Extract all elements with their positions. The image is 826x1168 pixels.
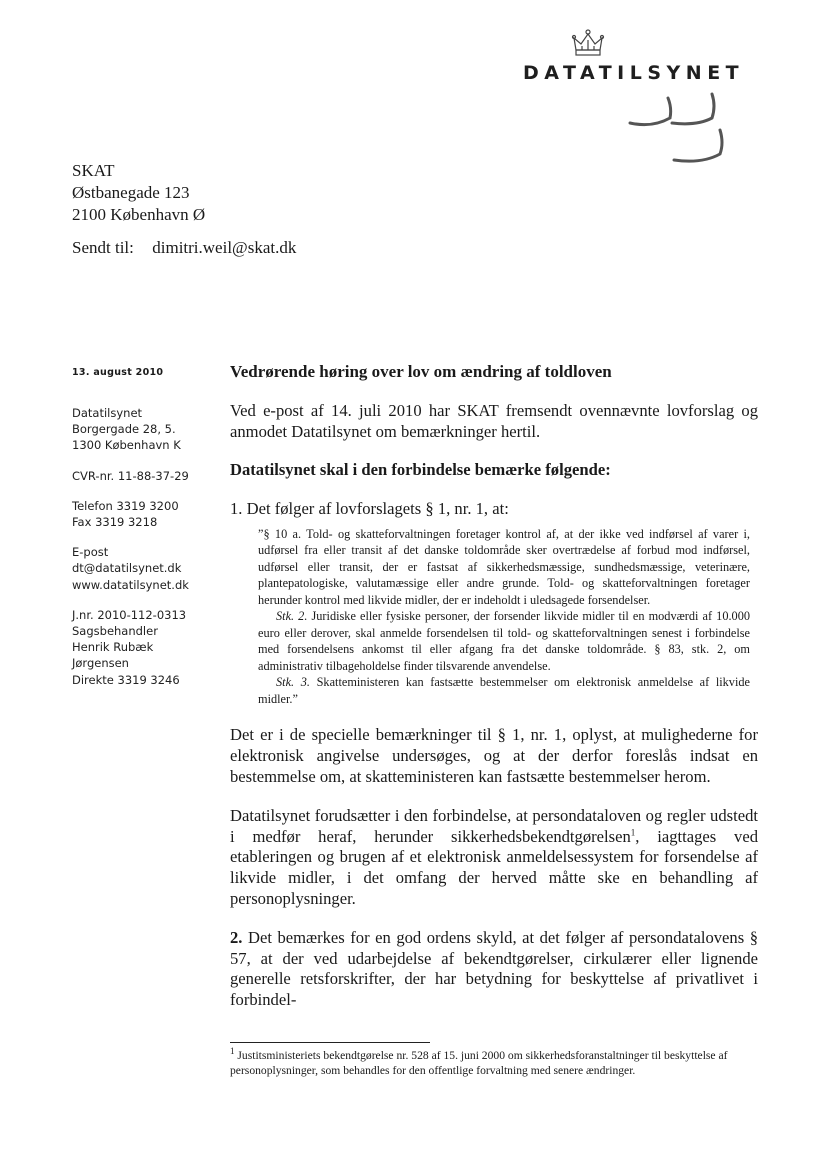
sender-street: Borgergade 28, 5.	[72, 422, 176, 437]
letter-subject: Vedrørende høring over lov om ændring af toldloven	[230, 362, 612, 381]
footnote-text: Justitsministeriets bekendtgørelse nr. 528 af 15. juni 2000 om sikkerhedsforanstaltninger til beskyttelse af personoplysninger, som behandles for den offentlige forvaltning med senere ændringer.	[230, 1049, 728, 1077]
sender-address	[72, 405, 222, 454]
point-1	[230, 499, 758, 520]
point-2-number: 2.	[230, 927, 243, 947]
point-1-number: 1.	[230, 499, 243, 519]
point-1-text: Det følger af lovforslagets § 1, nr. 1, at:	[246, 499, 509, 519]
recipient-street: Østbanegade 123	[72, 183, 190, 202]
paragraph-3	[230, 806, 758, 910]
brand-logo: DATATILSYNET	[523, 62, 745, 84]
paragraph-2: Det er i de specielle bemærkninger til § 1, nr. 1, oplyst, at mulighederne for elektronisk angivelse undersøges, og at der derfor foreslås indsat en bestemmelse om, at skatteministeren kan fastsætte bestemmelser herom.	[230, 725, 758, 787]
stk-2-label: Stk. 2.	[276, 609, 308, 624]
direct-phone: Direkte 3319 3246	[72, 672, 180, 687]
sent-to-line	[72, 238, 296, 258]
point-2	[230, 928, 758, 1011]
letter-body	[230, 362, 758, 1011]
case-handler-surname: Jørgensen	[72, 656, 129, 671]
section-heading: Datatilsynet skal i den forbindelse bemærke følgende:	[230, 460, 611, 480]
footnote-reference: 1	[630, 827, 636, 838]
sent-to-email: dimitri.weil@skat.dk	[152, 238, 297, 257]
stk-2-text: Juridiske eller fysiske personer, der forsender likvide midler til en modværdi af 10.000 euro eller derover, skal anmelde forsendelsen til told- og skatteforvaltningen senest i forbindelse med forsendelsens ankomst til eller afgang fra det danske toldområde. § 83, stk. 2, om administrativ tilbageholdelse finder tilsvarende anvendelse.	[258, 609, 750, 673]
sender-city: 1300 København K	[72, 438, 181, 453]
case-info	[72, 607, 222, 688]
quote-stk-3	[258, 674, 750, 707]
point-2-text: Det bemærkes for en god ordens skyld, at det følger af persondatalovens § 57, at der ved udarbejdelse af bekendtgørelser, cirkulærer eller lignende generelle retsforskrifter, der har betydning for beskyttelse af privatlivet i forbindel-	[230, 927, 758, 1010]
stk-3-text: Skatteministeren kan fastsætte bestemmelser om elektronisk anmeldelse af likvide midler.”	[258, 675, 750, 706]
footnote-divider	[230, 1042, 430, 1043]
paragraph-3-part-b: , iagttages ved etableringen og brugen af et elektronisk anmeldelsessystem for forsendelse af likvide midler, i det omfang der herved måtte ske en behandling af personoplysninger.	[230, 826, 758, 909]
quote-stk-2	[258, 608, 750, 674]
recipient-address	[72, 160, 205, 226]
case-handler-name: Henrik Rubæk	[72, 640, 154, 655]
footnote	[230, 1048, 758, 1078]
footnote-number: 1	[230, 1046, 235, 1057]
crown-icon	[570, 28, 606, 62]
intro-paragraph: Ved e-post af 14. juli 2010 har SKAT fremsendt ovennævnte lovforslag og anmodet Datatilsynet om bemærkninger hertil.	[230, 400, 758, 441]
sender-cvr	[72, 468, 222, 484]
stk-3-label: Stk. 3.	[276, 675, 310, 690]
sent-to-label: Sendt til:	[72, 238, 134, 257]
cvr-number: CVR-nr. 11-88-37-29	[72, 468, 189, 483]
sender-phone	[72, 498, 222, 530]
paragraph-3-part-a: Datatilsynet forudsætter i den forbindelse, at persondataloven og regler udstedt i medfør heraf, herunder sikkerhedsbekendtgørelsen	[230, 805, 758, 846]
handwritten-marks	[612, 88, 742, 178]
email-label: E-post	[72, 545, 109, 560]
sender-contact	[72, 544, 222, 593]
email-address: dt@datatilsynet.dk	[72, 561, 182, 576]
case-handler-label: Sagsbehandler	[72, 624, 158, 639]
sender-sidebar	[72, 405, 222, 702]
letter-date: 13. august 2010	[72, 367, 164, 378]
recipient-name: SKAT	[72, 161, 115, 180]
quote-paragraph-1: ”§ 10 a. Told- og skatteforvaltningen foretager kontrol af, at der ikke ved indførsel af varer i, udførsel fra eller transit af det danske toldområde sker overtrædelse af forbud mod indførsel, udførsel eller transit, der er fastsat af sikkerhedsmæssige, sundhedsmæssige, veterinære, plantepatologiske, valutamæssige eller andre grunde. Told- og skatteforvaltningen foretager herunder kontrol med likvide midler, der er indeholdt i uledsagede forsendelser.	[258, 526, 750, 607]
phone-number: Telefon 3319 3200	[72, 498, 179, 513]
journal-number: J.nr. 2010-112-0313	[72, 607, 187, 622]
law-quote	[258, 526, 750, 708]
sender-name: Datatilsynet	[72, 406, 143, 420]
website: www.datatilsynet.dk	[72, 577, 189, 592]
recipient-city: 2100 København Ø	[72, 205, 206, 224]
fax-number: Fax 3319 3218	[72, 515, 158, 530]
